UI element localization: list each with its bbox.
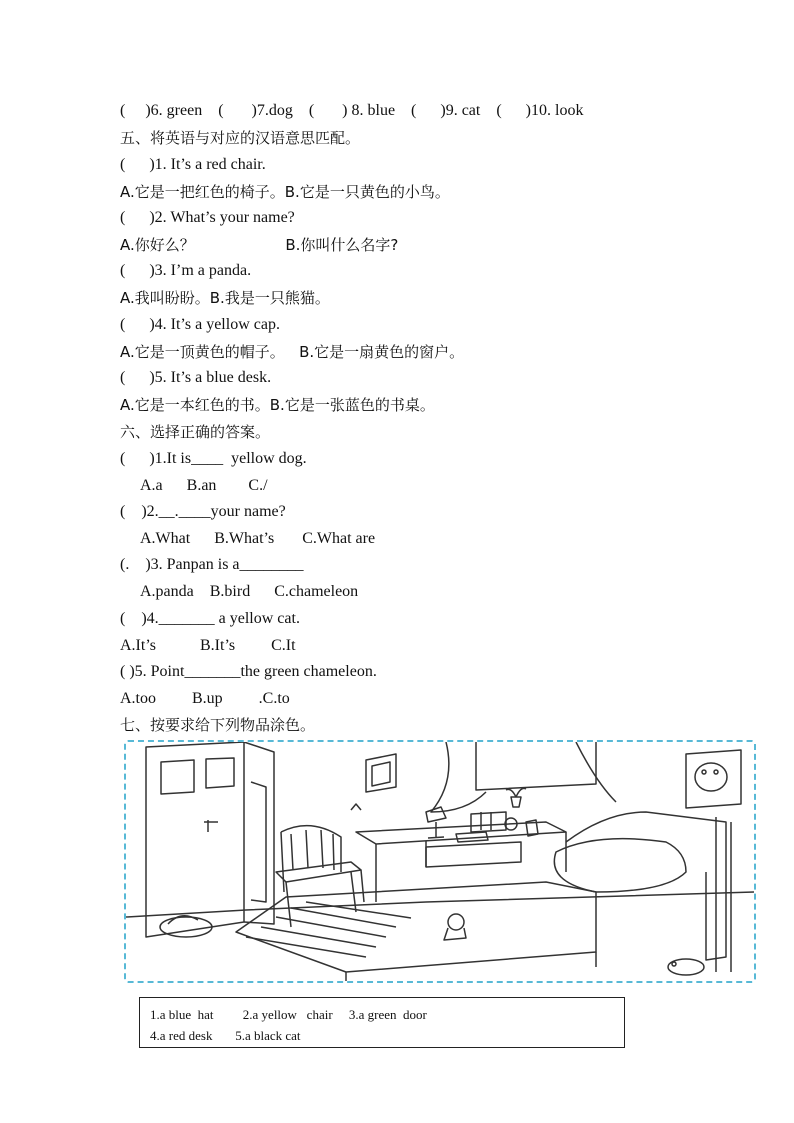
question-6-4: ( )4._______ a yellow cat. [120,610,300,627]
question-5-4: ( )4. It’s a yellow cap. [120,316,280,333]
question-6-2: ( )2.__.____your name? [120,503,286,520]
line-q-6-10: ( )6. green ( )7.dog ( ) 8. blue ( )9. cat ( )10. look [120,102,584,119]
options-5-2: A.你好么？ B.你叫什么名字? [120,236,399,254]
section-7-heading: 七、按要求给下列物品涂色。 [120,716,316,734]
hat-outline [160,916,212,937]
door-outline [146,742,274,937]
options-5-4: A.它是一顶黄色的帽子。 B.它是一扇黄色的窗户。 [120,343,465,361]
options-6-1: A.a B.an C./ [140,477,268,494]
coloring-instructions-box [139,997,625,1048]
chair-outline [276,826,364,927]
options-5-1: A.它是一把红色的椅子。B.它是一只黄色的小鸟。 [120,183,450,201]
question-6-3: (. )3. Panpan is a________ [120,556,304,573]
options-5-3: A.我叫盼盼。B.我是一只熊猫。 [120,289,330,307]
question-5-5: ( )5. It’s a blue desk. [120,369,272,386]
options-6-2: A.What B.What’s C.What are [140,530,376,547]
section-6-heading: 六、选择正确的答案。 [120,423,271,441]
desk-outline [356,812,566,902]
section-5-heading: 五、将英语与对应的汉语意思匹配。 [120,129,361,147]
options-5-5: A.它是一本红色的书。B.它是一张蓝色的书桌。 [120,396,435,414]
question-5-2: ( )2. What’s your name? [120,209,295,226]
options-6-5: A.too B.up .C.to [120,690,290,707]
question-6-1: ( )1.It is____ yellow dog. [120,450,307,467]
question-6-5: ( )5. Point_______the green chameleon. [120,663,377,680]
coloring-row-1: 1.a blue hat 2.a yellow chair 3.a green door [150,1007,427,1022]
toy-cat-outline [444,914,466,940]
bedroom-coloring-picture [124,740,756,983]
dog-outline [668,959,704,975]
coloring-row-2: 4.a red desk 5.a black cat [150,1028,301,1043]
options-6-4: A.It’s B.It’s C.It [120,637,296,654]
question-5-3: ( )3. I’m a panda. [120,262,252,279]
options-6-3: A.panda B.bird C.chameleon [140,583,359,600]
question-5-1: ( )1. It’s a red chair. [120,156,266,173]
